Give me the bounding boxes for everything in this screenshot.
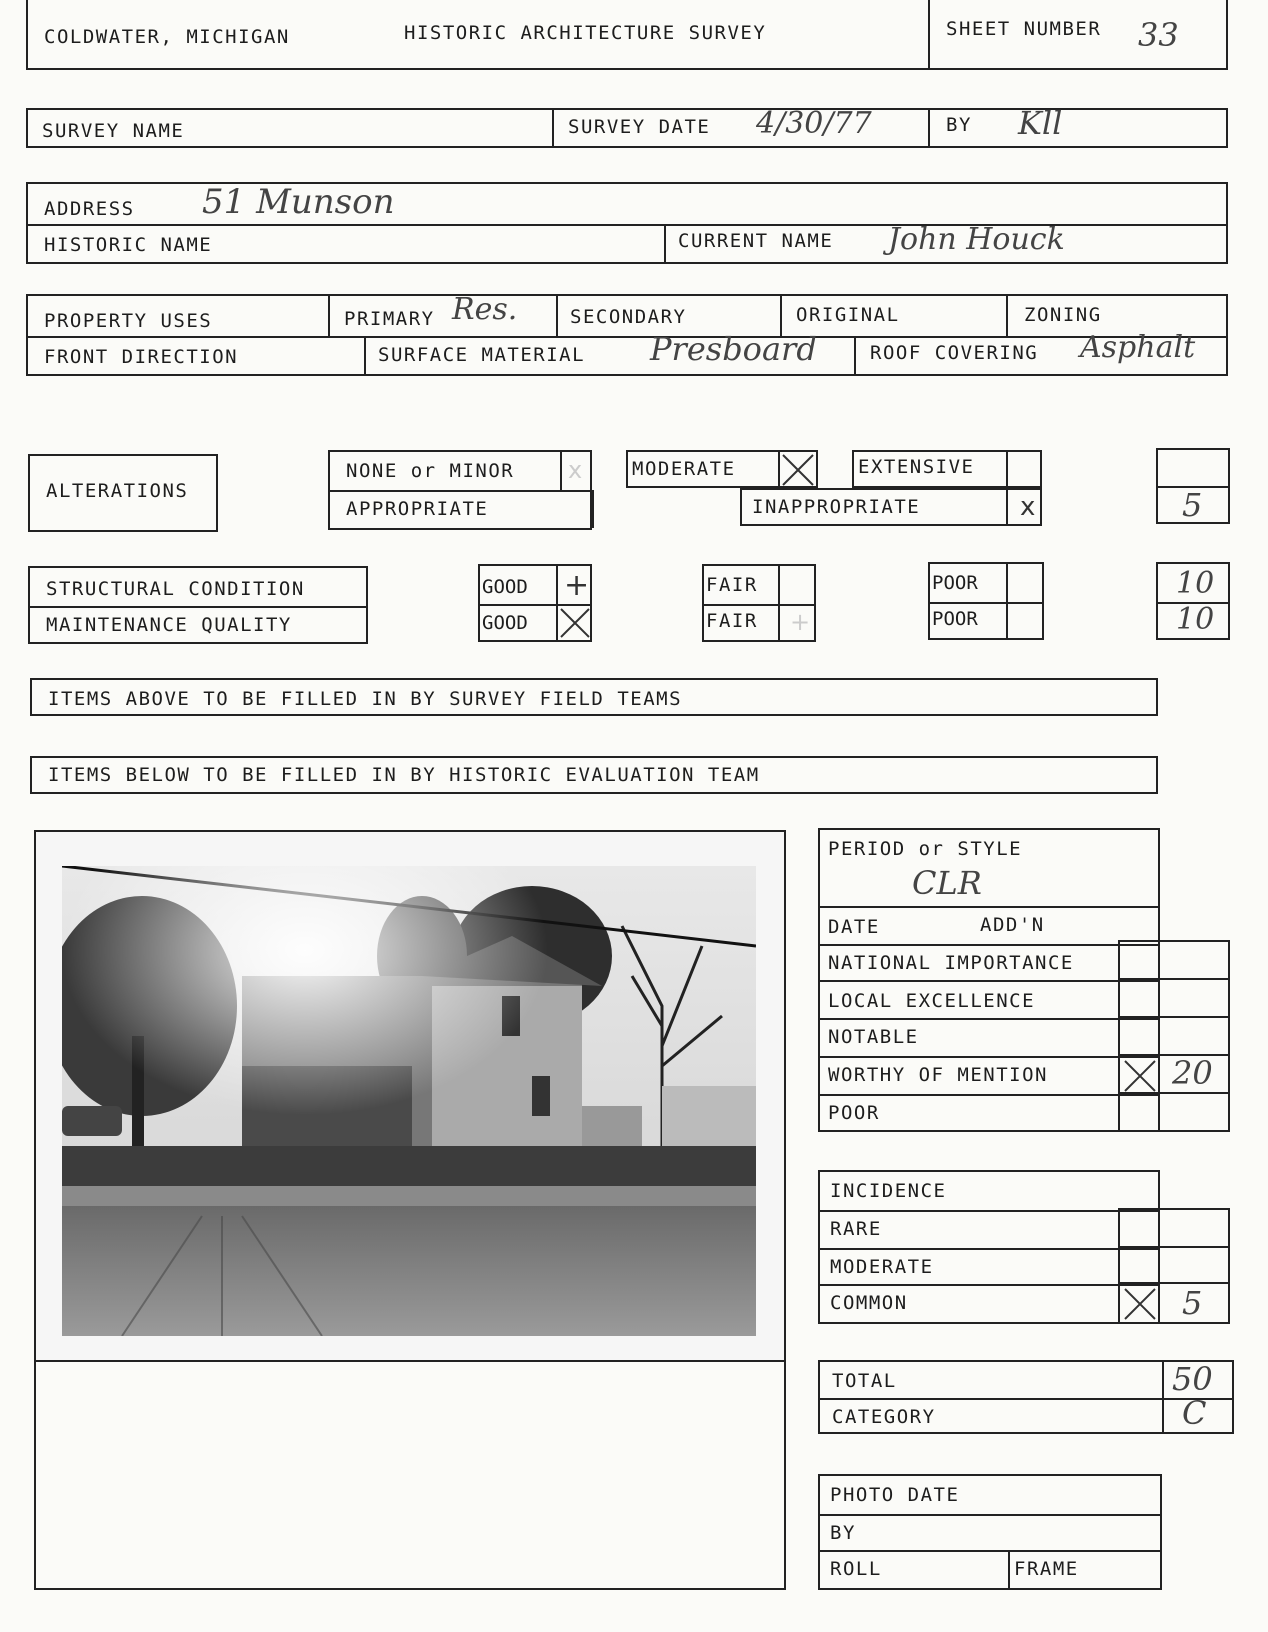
survey-row xyxy=(26,104,1228,148)
extensive-label: EXTENSIVE xyxy=(858,456,975,478)
city-label: COLDWATER, MICHIGAN xyxy=(44,26,290,48)
address-label: ADDRESS xyxy=(44,198,135,220)
evaluation-box xyxy=(818,828,1160,1132)
common-score[interactable]: 5 xyxy=(1182,1284,1203,1322)
structural-score[interactable]: 10 xyxy=(1176,566,1215,601)
surface-material-value[interactable]: Presboard xyxy=(650,330,817,368)
roof-covering-value[interactable]: Asphalt xyxy=(1080,330,1196,365)
fair-label-1: FAIR xyxy=(706,574,758,596)
roll-label: ROLL xyxy=(830,1558,882,1580)
structural-good-checkbox[interactable]: + xyxy=(564,568,590,603)
sheet-number-value[interactable]: 33 xyxy=(1138,16,1179,54)
inappropriate-checkbox[interactable]: x xyxy=(1020,492,1036,522)
maintenance-score[interactable]: 10 xyxy=(1176,602,1215,637)
moderate-checkbox[interactable] xyxy=(780,452,816,488)
condition-label-box xyxy=(28,566,368,644)
photo-by-label: BY xyxy=(830,1522,856,1544)
totals-box xyxy=(818,1360,1234,1434)
zoning-label: ZONING xyxy=(1024,304,1102,326)
secondary-label: SECONDARY xyxy=(570,306,687,328)
header-box xyxy=(26,0,1228,70)
current-name-value[interactable]: John Houck xyxy=(888,222,1065,257)
worthy-of-mention-score[interactable]: 20 xyxy=(1172,1054,1213,1092)
poor-label-1: POOR xyxy=(932,572,978,594)
surface-material-label: SURFACE MATERIAL xyxy=(378,344,586,366)
house-photo xyxy=(36,832,784,1360)
alterations-label-box xyxy=(28,454,218,532)
evaluation-team-note-text: ITEMS BELOW TO BE FILLED IN BY HISTORIC EVALUATION TEAM xyxy=(48,764,760,786)
survey-date-label: SURVEY DATE xyxy=(568,116,711,138)
photo-frame xyxy=(34,830,786,1590)
field-teams-note-text: ITEMS ABOVE TO BE FILLED IN BY SURVEY FIELD TEAMS xyxy=(48,688,683,710)
total-label: TOTAL xyxy=(832,1370,897,1392)
house-photo-image xyxy=(62,866,756,1336)
evaluation-score-column xyxy=(1118,940,1230,1132)
common-label: COMMON xyxy=(830,1292,908,1314)
alterations-extensive-box xyxy=(852,450,1042,488)
national-importance-label: NATIONAL IMPORTANCE xyxy=(828,952,1074,974)
category-value[interactable]: C xyxy=(1182,1394,1207,1432)
moderate-label: MODERATE xyxy=(632,458,736,480)
front-direction-label: FRONT DIRECTION xyxy=(44,346,239,368)
worthy-of-mention-checkbox[interactable] xyxy=(1122,1058,1158,1094)
primary-label: PRIMARY xyxy=(344,308,435,330)
date-label: DATE xyxy=(828,916,880,938)
worthy-of-mention-label: WORTHY OF MENTION xyxy=(828,1064,1048,1086)
primary-value[interactable]: Res. xyxy=(452,292,518,327)
good-label-1: GOOD xyxy=(482,576,528,598)
original-label: ORIGINAL xyxy=(796,304,900,326)
evaluation-team-note xyxy=(30,756,1158,794)
incidence-score-column xyxy=(1118,1208,1230,1324)
fair-label-2: FAIR xyxy=(706,610,758,632)
alterations-inappropriate-box xyxy=(740,488,1042,526)
total-value[interactable]: 50 xyxy=(1172,1360,1213,1398)
current-name-label: CURRENT NAME xyxy=(678,230,834,252)
appropriate-label: APPROPRIATE xyxy=(346,498,489,520)
incidence-label: INCIDENCE xyxy=(830,1180,947,1202)
common-checkbox[interactable] xyxy=(1122,1286,1158,1322)
incidence-box xyxy=(818,1170,1160,1324)
historic-name-label: HISTORIC NAME xyxy=(44,234,213,256)
good-label-2: GOOD xyxy=(482,612,528,634)
none-minor-checkbox[interactable]: x xyxy=(568,456,583,484)
alterations-label: ALTERATIONS xyxy=(46,480,189,502)
good-box xyxy=(478,564,592,642)
fair-box xyxy=(702,564,816,642)
alterations-none-box xyxy=(328,450,592,530)
survey-name-label: SURVEY NAME xyxy=(42,120,185,142)
inappropriate-label: INAPPROPRIATE xyxy=(752,496,921,518)
period-style-value[interactable]: CLR xyxy=(912,864,982,902)
property-box xyxy=(26,294,1228,376)
address-value[interactable]: 51 Munson xyxy=(202,182,395,222)
alterations-score[interactable]: 5 xyxy=(1182,486,1203,524)
photo-date-label: PHOTO DATE xyxy=(830,1484,960,1506)
maintenance-fair-checkbox[interactable]: + xyxy=(790,608,811,636)
poor-label-2: POOR xyxy=(932,608,978,630)
surveyor-label: BY xyxy=(946,114,972,136)
incidence-moderate-label: MODERATE xyxy=(830,1256,934,1278)
none-minor-label: NONE or MINOR xyxy=(346,460,515,482)
structural-condition-label: STRUCTURAL CONDITION xyxy=(46,578,305,600)
survey-date-value[interactable]: 4/30/77 xyxy=(756,106,872,141)
period-style-label: PERIOD or STYLE xyxy=(828,838,1023,860)
alterations-moderate-box xyxy=(626,450,818,488)
field-teams-note xyxy=(30,678,1158,716)
frame-label: FRAME xyxy=(1014,1558,1079,1580)
roof-covering-label: ROOF COVERING xyxy=(870,342,1039,364)
form-title: HISTORIC ARCHITECTURE SURVEY xyxy=(404,22,767,44)
maintenance-quality-label: MAINTENANCE QUALITY xyxy=(46,614,292,636)
poor-box xyxy=(928,562,1044,640)
rare-label: RARE xyxy=(830,1218,882,1240)
category-label: CATEGORY xyxy=(832,1406,936,1428)
local-excellence-label: LOCAL EXCELLENCE xyxy=(828,990,1036,1012)
poor-rating-label: POOR xyxy=(828,1102,880,1124)
condition-score-box xyxy=(1156,562,1230,640)
maintenance-good-checkbox[interactable] xyxy=(558,606,592,640)
alterations-score-box xyxy=(1156,448,1230,524)
sheet-number-label: SHEET NUMBER xyxy=(946,18,1102,40)
surveyor-value[interactable]: Kll xyxy=(1018,104,1063,142)
address-box xyxy=(26,182,1228,264)
photo-info-box xyxy=(818,1474,1162,1590)
addn-label: ADD'N xyxy=(980,914,1045,936)
notable-label: NOTABLE xyxy=(828,1026,919,1048)
property-uses-label: PROPERTY USES xyxy=(44,310,213,332)
